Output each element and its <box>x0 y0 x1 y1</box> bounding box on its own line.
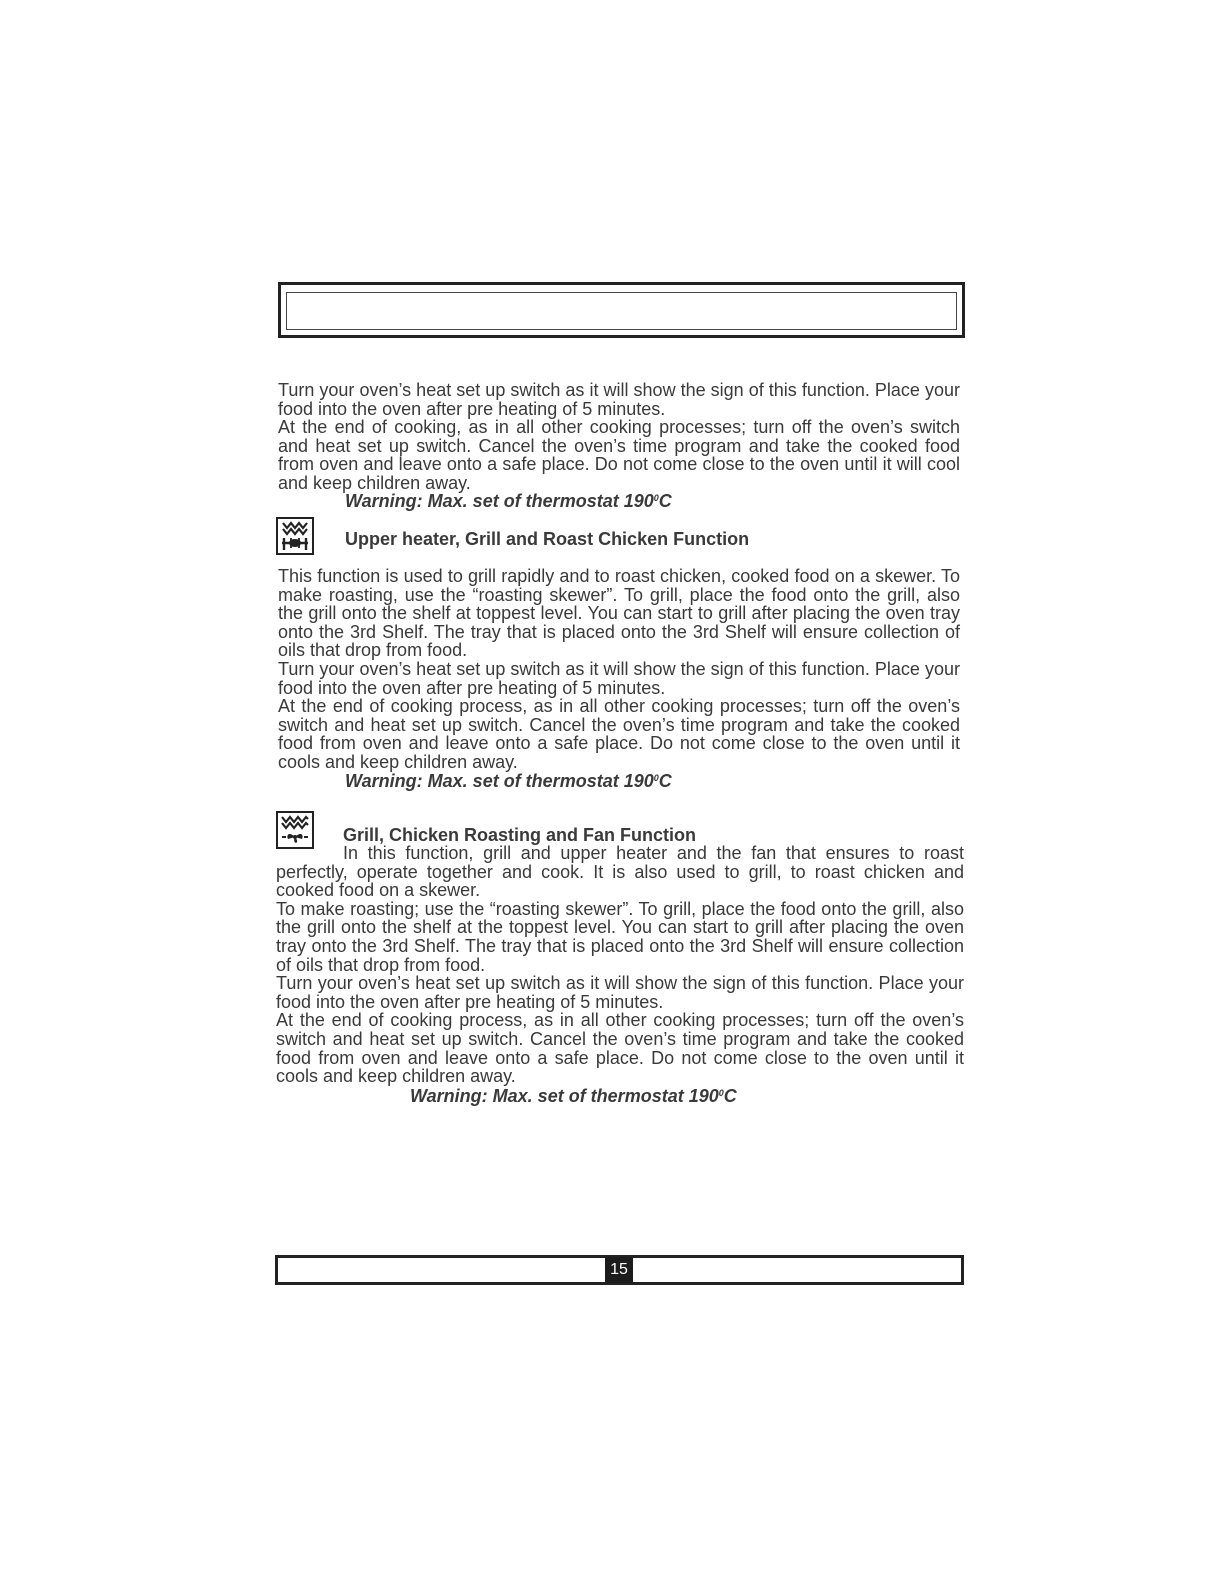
section1-paragraph-1: Turn your oven’s heat set up switch as it will show the sign of this function. Place your food into the oven after pre heating of 5 minutes. <box>278 380 960 419</box>
page-number: 15 <box>605 1257 633 1283</box>
warning-unit: C <box>723 1086 737 1106</box>
section3-body <box>276 844 964 1086</box>
warning-unit: C <box>658 491 672 511</box>
section2-body <box>278 567 960 772</box>
header-frame <box>278 282 965 338</box>
degree-sup: 0 <box>653 773 659 783</box>
section2-paragraph-1: This function is used to grill rapidly and to roast chicken, cooked food on a skewer. To make roasting, use the “roasting skewer”. To grill, place the food onto the grill, also the grill onto the shelf at toppest level. You can start to grill after placing the oven tray onto the 3rd Shelf. The tray that is placed onto the 3rd Shelf will ensure collection of oils that drop from food. <box>278 566 960 661</box>
header-inner-frame <box>286 292 957 330</box>
section3-paragraph-2: Turn your oven’s heat set up switch as it will show the sign of this function. Place your food into the oven after pre heating of 5 minutes. <box>276 973 964 1012</box>
section3-paragraph-3: At the end of cooking process, as in all other cooking processes; turn off the oven’s switch and heat set up switch. Cancel the oven’s time program and take the cooked food from oven and leave onto a safe place. Do not come close to the oven until it cools and keep children away. <box>276 1010 964 1087</box>
section3-paragraph-1: To make roasting; use the “roasting skewer”. To grill, place the food onto the grill, also the grill onto the shelf at the toppest level. You can start to grill after placing the oven tray onto the 3rd Shelf. The tray that is placed onto the 3rd Shelf will ensure collection of oils that drop from food. <box>276 898 964 975</box>
section2-heading: Upper heater, Grill and Roast Chicken Function <box>345 529 750 549</box>
upper-heater-grill-roast-chicken-icon <box>276 517 314 555</box>
warning-text: Warning: Max. set of thermostat 190 <box>345 491 654 511</box>
section1-paragraph-2: At the end of cooking, as in all other cooking processes; turn off the oven’s switch and heat set up switch. Cancel the oven’s time program and take the cooked food from oven and leave onto a safe place. Do not come close to the oven until it will cool and keep children away. <box>278 417 960 493</box>
degree-sup: 0 <box>653 493 659 503</box>
section3-heading: Grill, Chicken Roasting and Fan Function <box>343 825 697 845</box>
section2-paragraph-2: Turn your oven’s heat set up switch as it will show the sign of this function. Place your food into the oven after pre heating of 5 minutes. <box>278 658 960 698</box>
section3-intro: In this function, grill and upper heater and the fan that ensures to roast perfectly, operate together and cook. It is also used to grill, to roast chicken and cooked food on a skewer. <box>276 843 964 901</box>
section2-paragraph-3: At the end of cooking process, as in all other cooking processes; turn off the oven’s switch and heat set up switch. Cancel the oven’s time program and take the cooked food from oven and leave onto a safe place. Do not come close to the oven until it cools and keep children away. <box>278 696 960 772</box>
warning-text: Warning: Max. set of thermostat 190 <box>345 771 654 791</box>
section1-body <box>278 381 960 493</box>
section3-warning <box>410 1086 737 1107</box>
warning-text: Warning: Max. set of thermostat 190 <box>410 1086 719 1106</box>
section2-warning <box>345 771 672 792</box>
section1-warning <box>345 491 672 512</box>
warning-unit: C <box>658 771 672 791</box>
degree-sup: 0 <box>718 1088 724 1098</box>
